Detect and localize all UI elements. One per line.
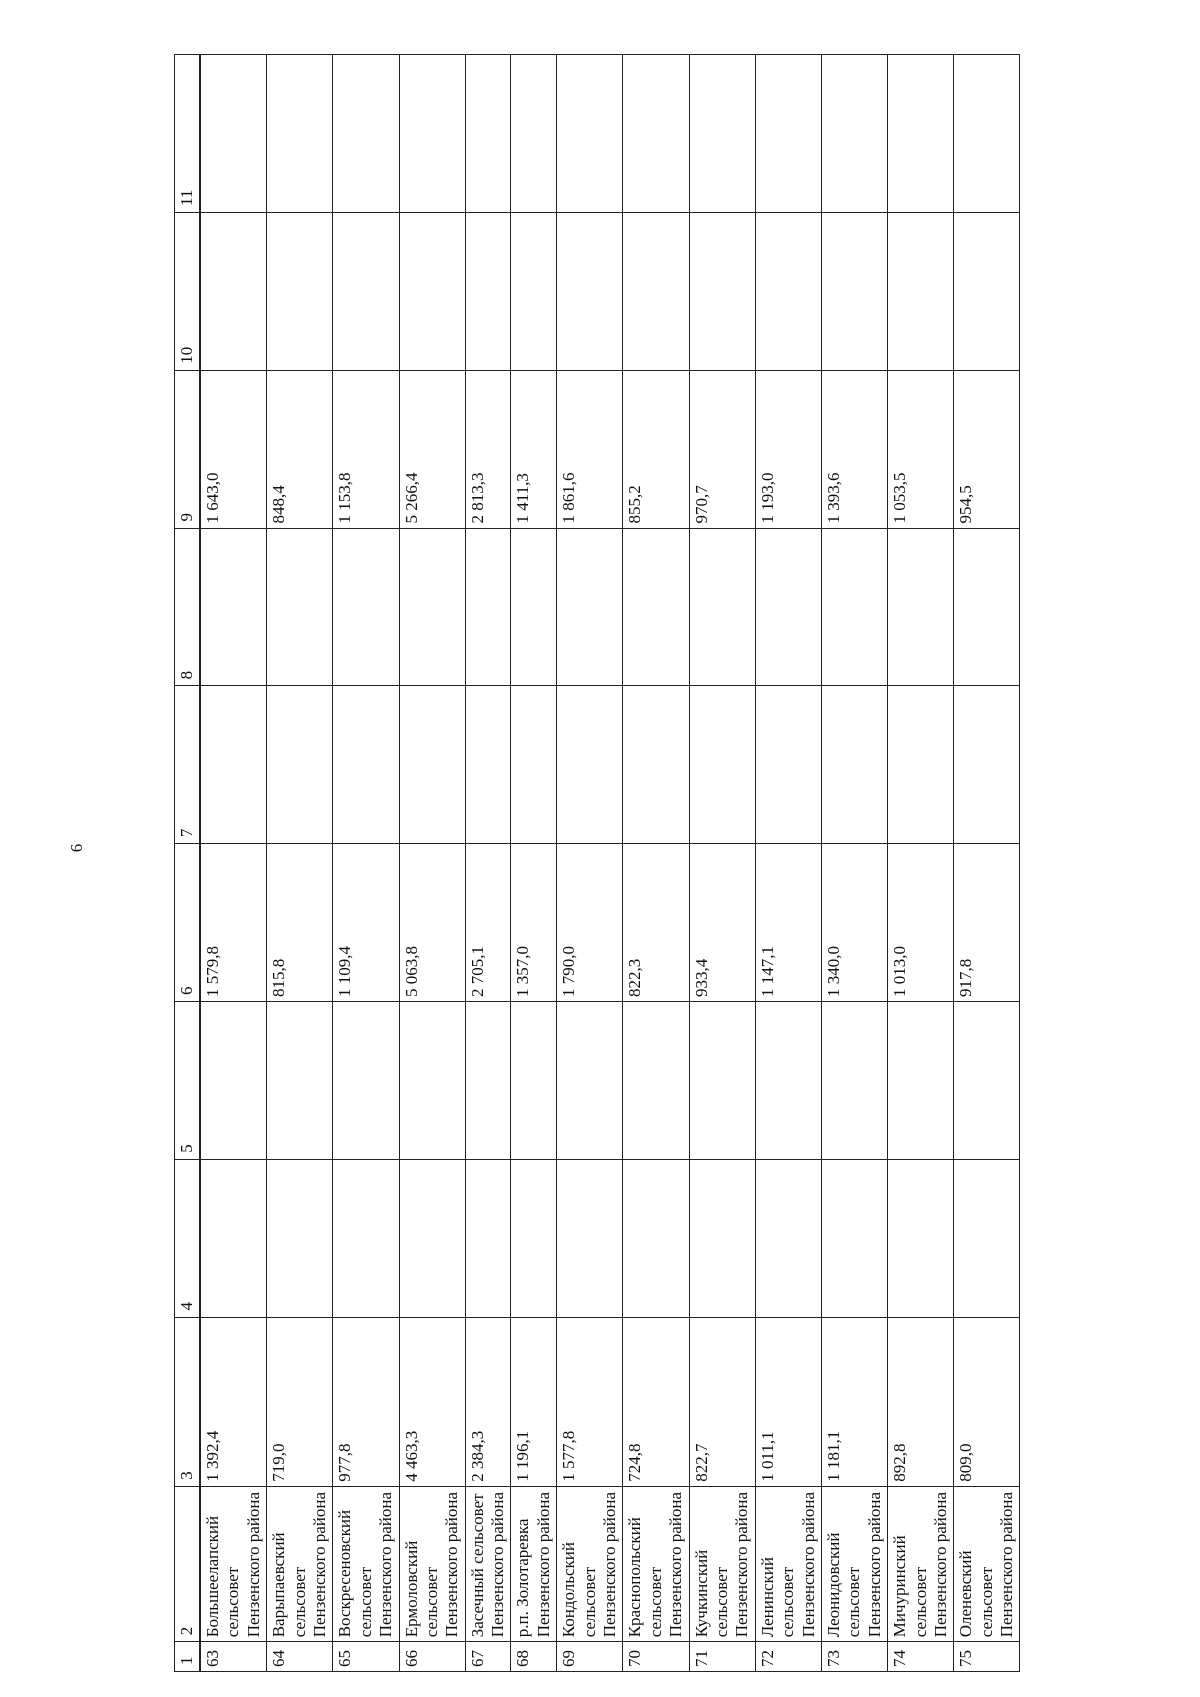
cell-col-3: 1 011,1: [755, 1317, 821, 1486]
cell-col-7: [689, 686, 755, 844]
cell-col-3: 822,7: [689, 1317, 755, 1486]
cell-col-11: [755, 55, 821, 213]
cell-col-7: [821, 686, 887, 844]
cell-col-5: [888, 1001, 954, 1159]
column-header-10: 10: [175, 212, 200, 370]
cell-col-11: [333, 55, 399, 213]
cell-col-9: 1 861,6: [557, 370, 623, 528]
cell-col-8: [267, 528, 333, 686]
cell-col-9: 1 053,5: [888, 370, 954, 528]
cell-col-9: 1 193,0: [755, 370, 821, 528]
table-row: [755, 55, 821, 1672]
cell-col-1: 70: [623, 1642, 689, 1672]
column-header-8: 8: [175, 528, 200, 686]
column-header-7: 7: [175, 686, 200, 844]
cell-col-6: 1 013,0: [888, 844, 954, 1002]
cell-col-10: [333, 212, 399, 370]
rotated-table-container: [174, 54, 1017, 1672]
cell-col-4: [954, 1159, 1020, 1317]
cell-col-11: [821, 55, 887, 213]
cell-col-11: [623, 55, 689, 213]
cell-col-7: [954, 686, 1020, 844]
cell-col-11: [465, 55, 511, 213]
table-row: [821, 55, 887, 1672]
cell-col-7: [888, 686, 954, 844]
table-header: [175, 55, 200, 1672]
cell-col-6: 1 357,0: [511, 844, 557, 1002]
cell-col-11: [267, 55, 333, 213]
cell-col-3: 719,0: [267, 1317, 333, 1486]
cell-col-3: 977,8: [333, 1317, 399, 1486]
cell-col-10: [465, 212, 511, 370]
cell-col-6: 1 109,4: [333, 844, 399, 1002]
cell-col-10: [821, 212, 887, 370]
cell-col-2: Варыпаевский сельсовет Пензенского района: [267, 1486, 333, 1642]
cell-col-9: 1 153,8: [333, 370, 399, 528]
column-header-2: 2: [175, 1486, 200, 1642]
cell-col-11: [954, 55, 1020, 213]
cell-col-5: [623, 1001, 689, 1159]
cell-col-4: [201, 1159, 267, 1317]
cell-col-6: 933,4: [689, 844, 755, 1002]
cell-col-8: [689, 528, 755, 686]
cell-col-9: 1 643,0: [201, 370, 267, 528]
cell-col-1: 64: [267, 1642, 333, 1672]
table-row: [333, 55, 399, 1672]
cell-col-2: Краснопольский сельсовет Пензенского района: [623, 1486, 689, 1642]
cell-col-7: [755, 686, 821, 844]
cell-col-1: 67: [465, 1642, 511, 1672]
cell-col-8: [399, 528, 465, 686]
cell-col-5: [954, 1001, 1020, 1159]
cell-col-6: 1 340,0: [821, 844, 887, 1002]
cell-col-3: 1 196,1: [511, 1317, 557, 1486]
cell-col-2: Оленевский сельсовет Пензенского района: [954, 1486, 1020, 1642]
cell-col-3: 809,0: [954, 1317, 1020, 1486]
cell-col-5: [465, 1001, 511, 1159]
cell-col-8: [511, 528, 557, 686]
cell-col-6: 1 579,8: [201, 844, 267, 1002]
page-number: 6: [67, 843, 86, 853]
cell-col-7: [465, 686, 511, 844]
cell-col-4: [399, 1159, 465, 1317]
cell-col-5: [333, 1001, 399, 1159]
cell-col-2: Большеелапский сельсовет Пензенского района: [201, 1486, 267, 1642]
table-row: [267, 55, 333, 1672]
cell-col-9: 855,2: [623, 370, 689, 528]
cell-col-8: [201, 528, 267, 686]
cell-col-8: [888, 528, 954, 686]
column-header-9: 9: [175, 370, 200, 528]
cell-col-5: [821, 1001, 887, 1159]
column-header-3: 3: [175, 1317, 200, 1486]
cell-col-9: 1 393,6: [821, 370, 887, 528]
cell-col-7: [399, 686, 465, 844]
cell-col-5: [689, 1001, 755, 1159]
cell-col-4: [821, 1159, 887, 1317]
cell-col-1: 74: [888, 1642, 954, 1672]
cell-col-3: 2 384,3: [465, 1317, 511, 1486]
cell-col-6: 1 790,0: [557, 844, 623, 1002]
cell-col-9: 848,4: [267, 370, 333, 528]
cell-col-6: 2 705,1: [465, 844, 511, 1002]
cell-col-10: [557, 212, 623, 370]
cell-col-4: [623, 1159, 689, 1317]
cell-col-4: [888, 1159, 954, 1317]
table-row: [888, 55, 954, 1672]
cell-col-4: [267, 1159, 333, 1317]
cell-col-2: Кондольский сельсовет Пензенского района: [557, 1486, 623, 1642]
cell-col-10: [399, 212, 465, 370]
cell-col-4: [689, 1159, 755, 1317]
cell-col-10: [689, 212, 755, 370]
table-row: [399, 55, 465, 1672]
table-row: [689, 55, 755, 1672]
cell-col-9: 954,5: [954, 370, 1020, 528]
cell-col-2: Засечный сельсовет Пензенского района: [465, 1486, 511, 1642]
cell-col-11: [201, 55, 267, 213]
cell-col-9: 5 266,4: [399, 370, 465, 528]
cell-col-2: Ленинский сельсовет Пензенского района: [755, 1486, 821, 1642]
column-header-11: 11: [175, 55, 200, 213]
cell-col-9: 2 813,3: [465, 370, 511, 528]
cell-col-3: 4 463,3: [399, 1317, 465, 1486]
table-row: [465, 55, 511, 1672]
cell-col-8: [954, 528, 1020, 686]
cell-col-4: [557, 1159, 623, 1317]
column-header-4: 4: [175, 1159, 200, 1317]
cell-col-2: Мичуринский сельсовет Пензенского района: [888, 1486, 954, 1642]
cell-col-7: [623, 686, 689, 844]
cell-col-5: [511, 1001, 557, 1159]
cell-col-10: [267, 212, 333, 370]
cell-col-1: 65: [333, 1642, 399, 1672]
table-row: [623, 55, 689, 1672]
cell-col-3: 1 577,8: [557, 1317, 623, 1486]
cell-col-9: 1 411,3: [511, 370, 557, 528]
cell-col-11: [689, 55, 755, 213]
cell-col-2: Леонидовский сельсовет Пензенского района: [821, 1486, 887, 1642]
cell-col-11: [888, 55, 954, 213]
cell-col-11: [557, 55, 623, 213]
column-header-5: 5: [175, 1001, 200, 1159]
table-row: [954, 55, 1020, 1672]
cell-col-11: [511, 55, 557, 213]
cell-col-1: 66: [399, 1642, 465, 1672]
cell-col-6: 815,8: [267, 844, 333, 1002]
cell-col-5: [755, 1001, 821, 1159]
cell-col-8: [755, 528, 821, 686]
cell-col-7: [557, 686, 623, 844]
cell-col-10: [954, 212, 1020, 370]
cell-col-2: Кучкинский сельсовет Пензенского района: [689, 1486, 755, 1642]
cell-col-7: [333, 686, 399, 844]
column-header-6: 6: [175, 844, 200, 1002]
cell-col-8: [333, 528, 399, 686]
cell-col-6: 5 063,8: [399, 844, 465, 1002]
cell-col-8: [557, 528, 623, 686]
cell-col-7: [267, 686, 333, 844]
cell-col-1: 68: [511, 1642, 557, 1672]
cell-col-3: 1 181,1: [821, 1317, 887, 1486]
cell-col-10: [888, 212, 954, 370]
cell-col-1: 73: [821, 1642, 887, 1672]
cell-col-8: [465, 528, 511, 686]
cell-col-5: [267, 1001, 333, 1159]
cell-col-8: [623, 528, 689, 686]
cell-col-4: [511, 1159, 557, 1317]
table-body: [200, 55, 1020, 1672]
cell-col-3: 892,8: [888, 1317, 954, 1486]
cell-col-5: [557, 1001, 623, 1159]
cell-col-8: [821, 528, 887, 686]
cell-col-10: [623, 212, 689, 370]
cell-col-5: [201, 1001, 267, 1159]
cell-col-6: 822,3: [623, 844, 689, 1002]
cell-col-1: 69: [557, 1642, 623, 1672]
cell-col-3: 724,8: [623, 1317, 689, 1486]
cell-col-6: 1 147,1: [755, 844, 821, 1002]
cell-col-10: [755, 212, 821, 370]
cell-col-1: 63: [201, 1642, 267, 1672]
cell-col-1: 75: [954, 1642, 1020, 1672]
cell-col-10: [511, 212, 557, 370]
cell-col-1: 71: [689, 1642, 755, 1672]
cell-col-2: р.п. Золотаревка Пензенского района: [511, 1486, 557, 1642]
cell-col-2: Воскресеновский сельсовет Пензенского района: [333, 1486, 399, 1642]
column-header-1: 1: [175, 1642, 200, 1672]
table-row: [557, 55, 623, 1672]
cell-col-9: 970,7: [689, 370, 755, 528]
cell-col-2: Ермоловский сельсовет Пензенского района: [399, 1486, 465, 1642]
cell-col-5: [399, 1001, 465, 1159]
cell-col-1: 72: [755, 1642, 821, 1672]
cell-col-3: 1 392,4: [201, 1317, 267, 1486]
cell-col-4: [755, 1159, 821, 1317]
data-table: [174, 54, 1020, 1672]
cell-col-6: 917,8: [954, 844, 1020, 1002]
table-row: [511, 55, 557, 1672]
cell-col-10: [201, 212, 267, 370]
table-row: [201, 55, 267, 1672]
cell-col-7: [511, 686, 557, 844]
cell-col-4: [465, 1159, 511, 1317]
cell-col-4: [333, 1159, 399, 1317]
cell-col-7: [201, 686, 267, 844]
cell-col-11: [399, 55, 465, 213]
